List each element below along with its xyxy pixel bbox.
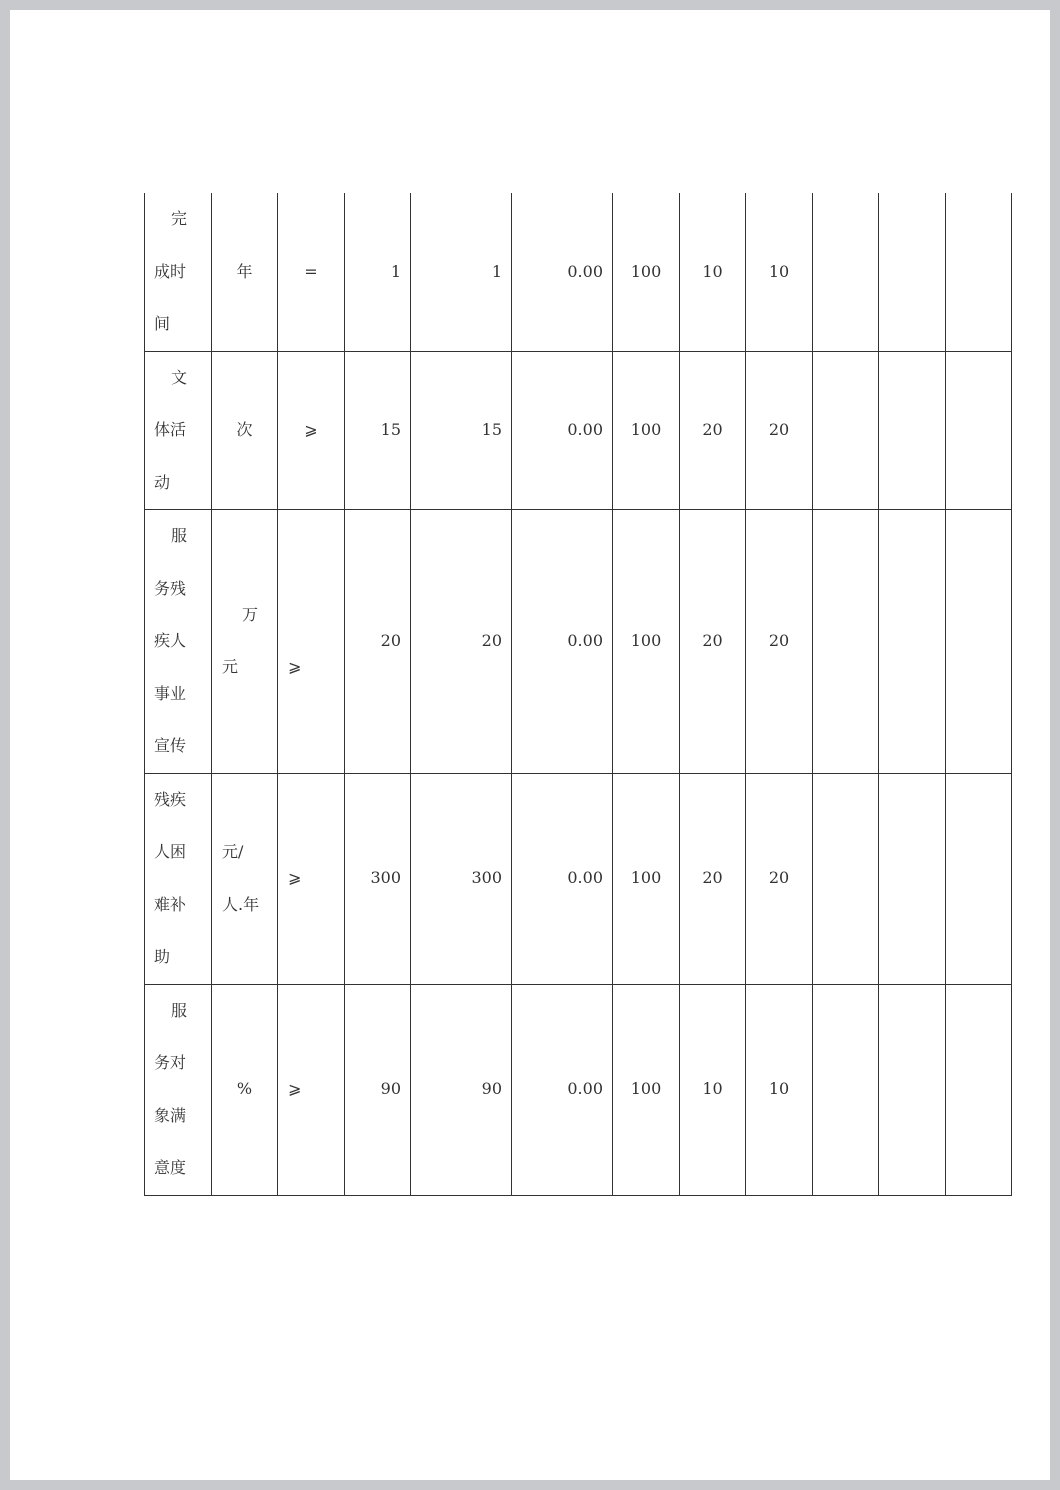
unit-line: %: [236, 1079, 253, 1099]
empty-cell: [946, 510, 1012, 774]
weight-cell: 10: [680, 193, 746, 351]
completion-rate-cell: 100: [613, 193, 680, 351]
target-value-cell: 90: [345, 984, 411, 1195]
indicator-name-cell: [145, 773, 212, 984]
target-value-cell: 1: [345, 193, 411, 351]
deviation-cell: 0.00: [512, 773, 613, 984]
table-row: [145, 773, 1012, 984]
empty-cell: [879, 193, 946, 351]
score-cell: 10: [746, 984, 813, 1195]
indicator-name-line: 服: [171, 1000, 188, 1020]
weight-cell: 10: [680, 984, 746, 1195]
unit-line: 人.年: [222, 894, 260, 914]
comparator-text: ⩾: [288, 657, 302, 676]
score-cell: 10: [746, 193, 813, 351]
weight-cell: 20: [680, 510, 746, 774]
table-row: [145, 510, 1012, 774]
empty-cell: [813, 193, 879, 351]
deviation-cell: 0.00: [512, 984, 613, 1195]
empty-cell: [879, 773, 946, 984]
indicator-name-line: 动: [154, 472, 171, 492]
empty-cell: [946, 773, 1012, 984]
indicator-name-line: 人困: [154, 842, 187, 861]
indicator-name-line: 间: [154, 314, 171, 333]
unit-line: 元/: [222, 842, 244, 861]
unit-line: 次: [236, 420, 253, 439]
deviation-cell: 0.00: [512, 351, 613, 510]
indicator-name-line: 难补: [154, 894, 187, 914]
document-page: [10, 10, 1050, 1480]
indicator-name-line: 事业: [154, 683, 187, 703]
actual-value-cell: 1: [411, 193, 512, 351]
indicator-name-line: 成时: [154, 261, 187, 281]
actual-value-cell: 300: [411, 773, 512, 984]
comparator-cell: [278, 510, 345, 774]
deviation-cell: 0.00: [512, 510, 613, 774]
unit-line: 万: [242, 604, 259, 624]
score-cell: 20: [746, 773, 813, 984]
empty-cell: [813, 510, 879, 774]
indicator-name-line: 体活: [154, 420, 187, 439]
indicator-name-line: 疾人: [154, 631, 187, 650]
unit-cell: [212, 773, 278, 984]
empty-cell: [946, 193, 1012, 351]
table-row: [145, 193, 1012, 351]
target-value-cell: 20: [345, 510, 411, 774]
unit-cell: [212, 351, 278, 510]
unit-line: 元: [222, 657, 239, 677]
unit-cell: [212, 510, 278, 774]
score-cell: 20: [746, 510, 813, 774]
indicator-name-line: 完: [171, 209, 188, 228]
completion-rate-cell: 100: [613, 351, 680, 510]
target-value-cell: 15: [345, 351, 411, 510]
actual-value-cell: 20: [411, 510, 512, 774]
indicator-name-cell: [145, 510, 212, 774]
indicator-name-line: 务对: [154, 1053, 187, 1072]
empty-cell: [879, 510, 946, 774]
empty-cell: [813, 773, 879, 984]
comparator-cell: =: [278, 193, 345, 351]
score-cell: 20: [746, 351, 813, 510]
indicator-name-line: 宣传: [154, 736, 187, 755]
indicator-name-line: 残疾: [154, 789, 187, 809]
indicator-name-cell: [145, 351, 212, 510]
empty-cell: [879, 351, 946, 510]
indicator-name-line: 象满: [154, 1105, 187, 1125]
empty-cell: [946, 351, 1012, 510]
empty-cell: [813, 984, 879, 1195]
indicator-name-line: 助: [154, 947, 171, 966]
indicator-name-line: 务残: [154, 578, 187, 598]
indicator-name-cell: [145, 193, 212, 351]
target-value-cell: 300: [345, 773, 411, 984]
unit-cell: [212, 984, 278, 1195]
completion-rate-cell: 100: [613, 510, 680, 774]
completion-rate-cell: 100: [613, 773, 680, 984]
table-row: [145, 351, 1012, 510]
weight-cell: 20: [680, 773, 746, 984]
comparator-cell: ⩾: [278, 773, 345, 984]
unit-line: 年: [236, 261, 253, 281]
empty-cell: [879, 984, 946, 1195]
indicator-name-line: 文: [171, 367, 188, 387]
completion-rate-cell: 100: [613, 984, 680, 1195]
performance-table: [144, 193, 1012, 1196]
actual-value-cell: 90: [411, 984, 512, 1195]
weight-cell: 20: [680, 351, 746, 510]
indicator-name-cell: [145, 984, 212, 1195]
comparator-cell: ⩾: [278, 984, 345, 1195]
unit-cell: [212, 193, 278, 351]
deviation-cell: 0.00: [512, 193, 613, 351]
table-row: [145, 984, 1012, 1195]
actual-value-cell: 15: [411, 351, 512, 510]
empty-cell: [813, 351, 879, 510]
indicator-name-line: 意度: [154, 1158, 187, 1177]
comparator-cell: ⩾: [278, 351, 345, 510]
empty-cell: [946, 984, 1012, 1195]
indicator-name-line: 服: [171, 526, 188, 545]
